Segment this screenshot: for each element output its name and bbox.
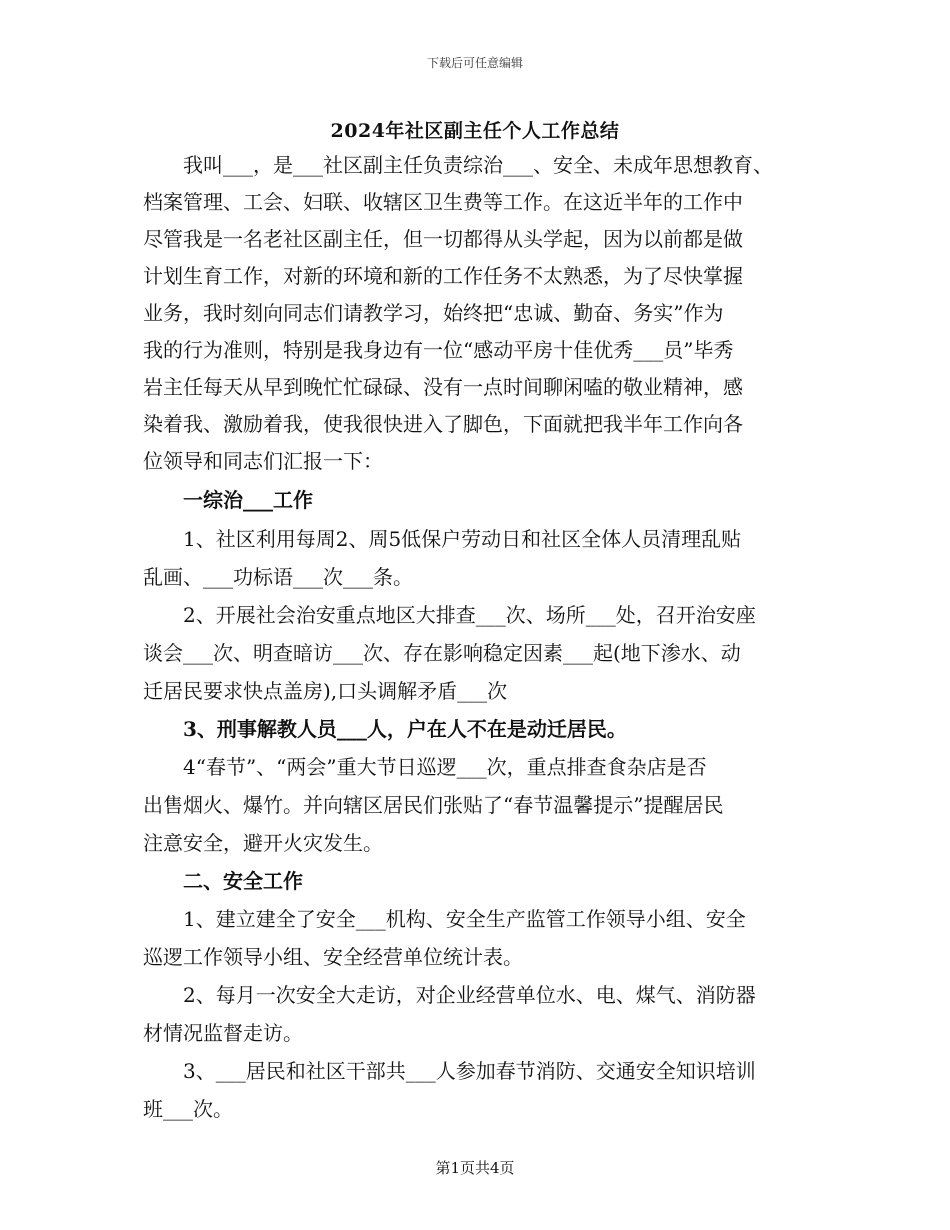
text-line: 我叫___，是___社区副主任负责综治___、安全、未成年思想教育、	[183, 153, 773, 177]
section-heading-anquan	[143, 862, 823, 900]
paragraph-intro	[143, 147, 823, 480]
document-body	[143, 147, 823, 1128]
text-line: 2、每月一次安全大走访，对企业经营单位水、电、煤气、消防器	[183, 983, 756, 1007]
paragraph-item-4	[143, 748, 823, 862]
text-line: 位领导和同志们汇报一下：	[143, 449, 383, 473]
paragraph-item-2	[143, 596, 823, 710]
page-footer: 第1页共4页	[435, 1159, 515, 1177]
text-line: 业务，我时刻向同志们请教学习，始终把“忠诚、勤奋、务实”作为	[143, 301, 724, 325]
paragraph-safety-2	[143, 976, 823, 1052]
page-title: 2024年社区副主任个人工作总结	[330, 120, 620, 142]
section-heading-xingshi	[143, 710, 823, 748]
text-line: 注意安全，避开火灾发生。	[143, 831, 383, 855]
text-line: 乱画、___功标语___次___条。	[143, 565, 413, 589]
paragraph-safety-1	[143, 900, 823, 976]
header-note: 下载后可任意编辑	[426, 56, 523, 70]
heading-text: 3、刑事解教人员___人，户在人不在是动迁居民。	[183, 717, 627, 741]
text-line: 我的行为准则，特别是我身边有一位“感动平房十佳优秀___员”毕秀	[143, 338, 734, 362]
text-line: 迁居民要求快点盖房),口头调解矛盾___次	[143, 679, 508, 703]
text-line: 档案管理、工会、妇联、收辖区卫生费等工作。在这近半年的工作中	[143, 190, 743, 214]
text-line: 染着我、激励着我，使我很快进入了脚色，下面就把我半年工作向各	[143, 412, 743, 436]
heading-text: 二、安全工作	[183, 869, 303, 893]
text-line: 尽管我是一名老社区副主任，但一切都得从头学起，因为以前都是做	[143, 227, 743, 251]
text-line: 2、开展社会治安重点地区大排查___次、场所___处，召开治安座	[183, 603, 756, 627]
text-line: 1、建立建全了安全___机构、安全生产监管工作领导小组、安全	[183, 907, 746, 931]
text-line: 1、社区利用每周2、周5低保户劳动日和社区全体人员清理乱贴	[183, 527, 742, 551]
section-heading-zongzhi	[143, 480, 823, 520]
text-line: 4“春节”、“两会”重大节日巡逻___次，重点排查食杂店是否	[183, 755, 707, 779]
text-line: 出售烟火、爆竹。并向辖区居民们张贴了“春节温馨提示”提醒居民	[143, 793, 724, 817]
heading-text: 一综治___工作	[183, 488, 313, 512]
text-line: 班___次。	[143, 1097, 233, 1121]
text-line: 巡逻工作领导小组、安全经营单位统计表。	[143, 945, 523, 969]
paragraph-safety-3	[143, 1052, 823, 1128]
text-line: 材情况监督走访。	[143, 1021, 303, 1045]
text-line: 计划生育工作，对新的环境和新的工作任务不太熟悉，为了尽快掌握	[143, 264, 743, 288]
text-line: 3、___居民和社区干部共___人参加春节消防、交通安全知识培训	[183, 1059, 756, 1083]
paragraph-item-1	[143, 520, 823, 596]
text-line: 谈会___次、明查暗访___次、存在影响稳定因素___起(地下渗水、动	[143, 641, 741, 665]
text-line: 岩主任每天从早到晚忙忙碌碌、没有一点时间聊闲嗑的敬业精神，感	[143, 375, 743, 399]
